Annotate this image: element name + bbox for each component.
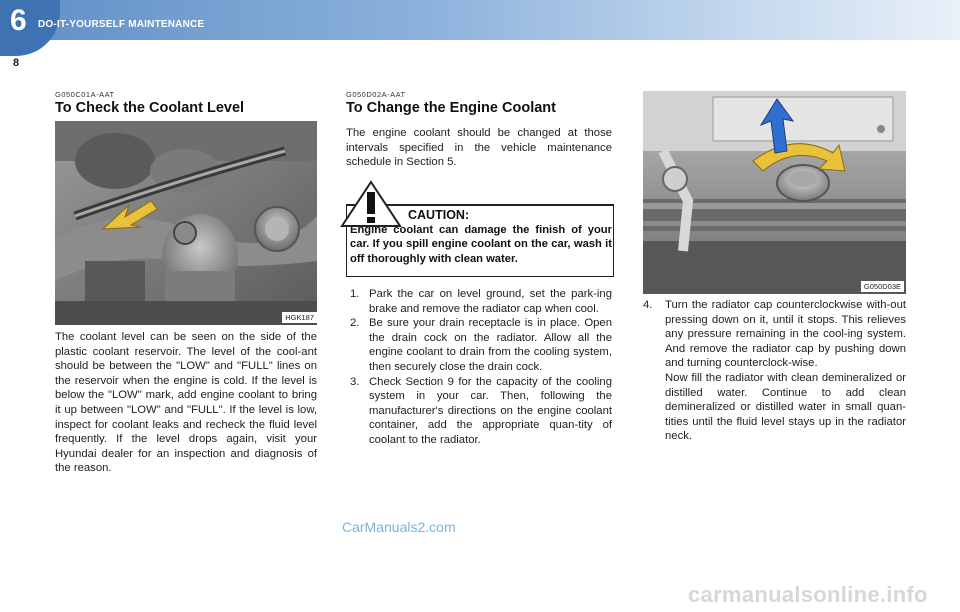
radiator-cap-photo (643, 91, 906, 294)
image-code-label: HGK187 (282, 312, 317, 323)
coolant-level-paragraph: The coolant level can be seen on the side of the plastic coolant reservoir. The level of the cool-ant should be between the "LOW" and "FULL" lines on the reservoir when the engine is cold. If the level is below the "LOW" mark, add engine coolant to bring it up between "LOW" and "FULL". If the level is low, inspect for coolant leaks and recheck the fluid level frequently. If the level drops again, visit your Hyundai dealer for an inspection and diagnosis of the reason. (55, 331, 317, 475)
step-number: 1. (350, 288, 360, 300)
watermark-link[interactable]: CarManuals2.com (342, 519, 456, 535)
radiator-illustration (643, 91, 906, 294)
coolant-change-steps (350, 287, 612, 448)
radiator-cap-step (643, 298, 906, 444)
step-text-continued: Now fill the radiator with clean demineralized or distilled water. Continue to add clean demineralized or distilled water in small quan-tities until the fluid level stays up in the radiator neck. (665, 371, 906, 443)
section-code: G050C01A-AAT (55, 90, 115, 99)
engine-bay-illustration (55, 121, 317, 325)
section-code: G050D02A-AAT (346, 90, 406, 99)
list-item (350, 316, 612, 374)
list-item (643, 298, 906, 444)
chapter-title: DO-IT-YOURSELF MAINTENANCE (38, 19, 205, 30)
coolant-reservoir-photo (55, 121, 317, 325)
step-text: Turn the radiator cap counterclockwise with-out pressing down on it, until it stops. This relieves any pressure remaining in the cool-ing system. And remove the radiator cap by pushing down and turning counterclock-wise. (665, 299, 906, 370)
warning-exclamation-icon (340, 180, 402, 228)
step-number: 3. (350, 375, 360, 388)
watermark-bottom: carmanualsonline.info (688, 582, 928, 607)
list-item (350, 375, 612, 448)
chapter-number: 6 (10, 4, 27, 37)
page-header (0, 0, 960, 46)
section-title-change-coolant: To Change the Engine Coolant (346, 100, 556, 116)
section-title-check-coolant: To Check the Coolant Level (55, 100, 245, 116)
caution-title: CAUTION: (408, 208, 470, 222)
step-number: 2. (350, 317, 360, 330)
change-coolant-intro: The engine coolant should be changed at those intervals specified in the vehicle maintenance schedule in Section 5. (346, 127, 612, 169)
step-text: Park the car on level ground, set the park-ing brake and remove the radiator cap when cool. (369, 288, 612, 315)
page-number: 8 (13, 57, 20, 69)
step-text: Check Section 9 for the capacity of the cooling system in your car. Then, following the manufacturer's directions on the engine coolant container, add the appropriate quan-tity of coolant to the radiator. (369, 375, 612, 446)
list-item (350, 287, 612, 316)
caution-text: Engine coolant can damage the finish of your car. If you spill engine coolant on the car, wash it off thoroughly with clean water. (350, 224, 612, 265)
step-text: Be sure your drain receptacle is in place. Open the drain cock on the radiator. Allow all the engine coolant to drain from the cooling system, then securely close the drain cock. (369, 317, 612, 373)
image-code-label: G050D03E (861, 281, 904, 292)
step-number: 4. (643, 299, 653, 311)
